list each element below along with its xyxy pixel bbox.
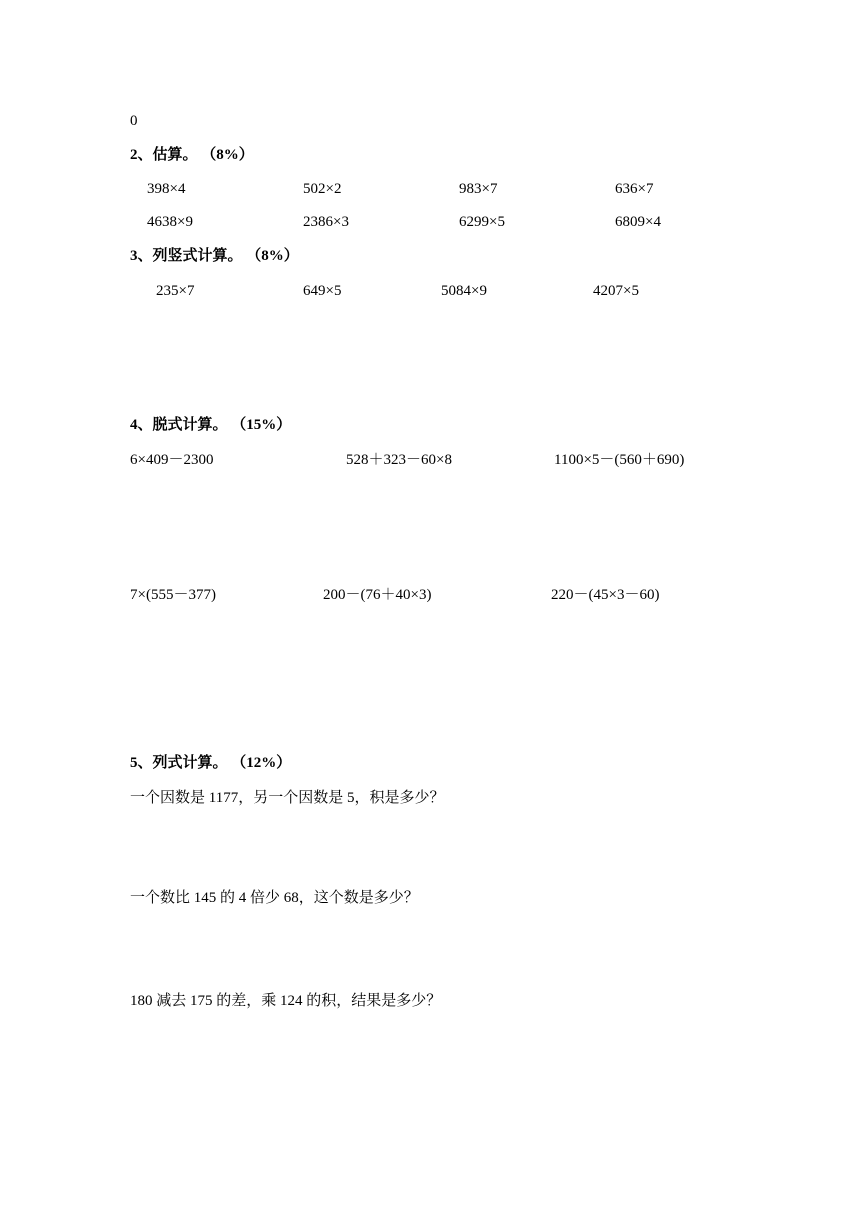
section-word-heading: 5、列式计算。 （12%） — [130, 755, 292, 771]
estimate-item: 983×7 — [459, 181, 498, 197]
estimate-item: 4638×9 — [147, 214, 193, 230]
estimate-item: 502×2 — [303, 181, 342, 197]
stepwise-item: 528＋323－60×8 — [346, 452, 452, 468]
stepwise-item: 200－(76＋40×3) — [323, 587, 432, 603]
vertical-item: 5084×9 — [441, 283, 487, 299]
vertical-item: 4207×5 — [593, 283, 639, 299]
stepwise-item: 220－(45×3－60) — [551, 587, 660, 603]
stepwise-item: 1100×5－(560＋690) — [554, 452, 685, 468]
estimate-item: 636×7 — [615, 181, 654, 197]
page-fragment-number: 0 — [130, 113, 138, 129]
word-problem: 180 减去 175 的差，乘 124 的积，结果是多少？ — [130, 993, 442, 1009]
vertical-item: 235×7 — [156, 283, 195, 299]
vertical-item: 649×5 — [303, 283, 342, 299]
stepwise-item: 6×409－2300 — [130, 452, 214, 468]
estimate-item: 2386×3 — [303, 214, 349, 230]
section-stepwise-heading: 4、脱式计算。 （15%） — [130, 417, 292, 433]
section-estimate-heading: 2、估算。 （8%） — [130, 147, 254, 163]
word-problem: 一个因数是 1177，另一个因数是 5，积是多少？ — [130, 790, 445, 806]
estimate-item: 6299×5 — [459, 214, 505, 230]
stepwise-item: 7×(555－377) — [130, 587, 216, 603]
estimate-item: 398×4 — [147, 181, 186, 197]
section-vertical-heading: 3、列竖式计算。 （8%） — [130, 248, 299, 264]
estimate-item: 6809×4 — [615, 214, 661, 230]
word-problem: 一个数比 145 的 4 倍少 68，这个数是多少？ — [130, 890, 419, 906]
